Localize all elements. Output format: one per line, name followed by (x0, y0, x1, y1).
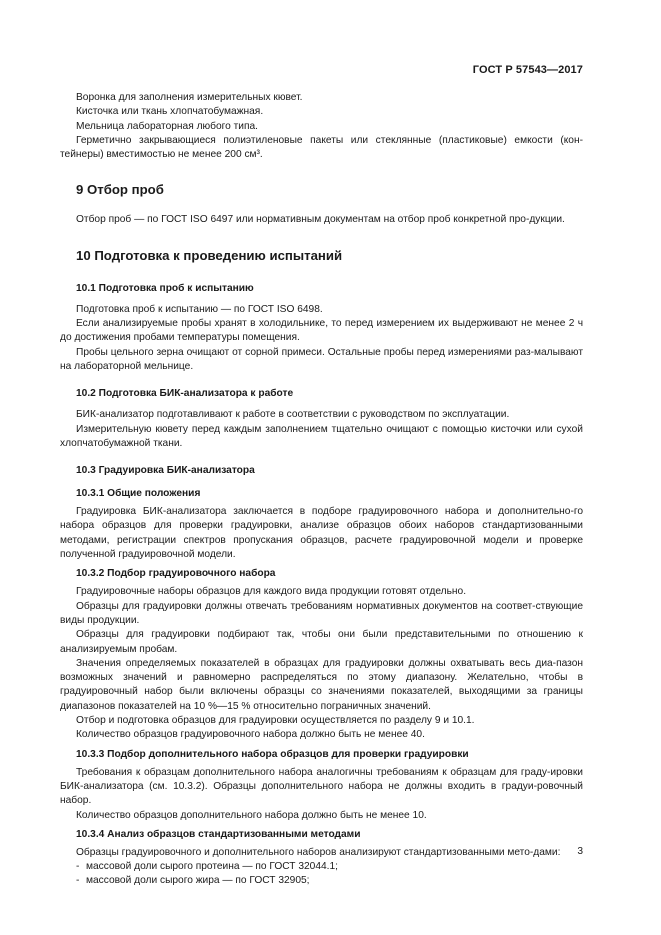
section-10-3-2-heading: 10.3.2 Подбор градуировочного набора (76, 568, 276, 580)
section-10-2-p2: Измерительную кювету перед каждым заполнением тщательно очищают с помощью кисточки или сухой хлопчатобумажной ткани. (60, 423, 583, 449)
equipment-item-mill: Мельница лабораторная любого типа. (76, 120, 259, 132)
document-id-header: ГОСТ Р 57543—2017 (472, 64, 583, 76)
section-10-3-2-p6: Количество образцов градуировочного набора должно быть не менее 40. (76, 729, 425, 741)
section-10-1-p3: Пробы цельного зерна очищают от сорной примеси. Остальные пробы перед измерениями раз-малывают на лабораторной мельнице. (60, 346, 583, 372)
section-10-3-2-p4: Значения определяемых показателей в образцах для градуировки должны охватывать весь диа-пазон возможных значений и равномерно распределяться по этому диапазону. Желательно, чтобы в градуировочный набор были включены образцы со значениями показателей, выходящими за границы диапазонов показателей на 10 %—15 % относительно пограничных значений. (60, 657, 583, 712)
section-10-3-3-p1: Требования к образцам дополнительного набора аналогичны требованиям к образцам для граду-ировки БИК-анализатора (см. 10.3.2). Образцы дополнительного набора не должны входить в градуи-ровочный набор. (60, 766, 583, 807)
section-10-1-p1: Подготовка проб к испытанию — по ГОСТ ISO 6498. (76, 303, 323, 315)
section-10-3-1-p1: Градуировка БИК-анализатора заключается в подборе градуировочного набора и дополнительно-го набора образцов для проверки градуировки, анализе образцов обоих наборов стандартизованными методами, регистрации спектров пропускания образцов, расчете градуировочной модели и проверке полученной градуировочной модели. (60, 506, 583, 561)
section-10-3-2-p5: Отбор и подготовка образцов для градуировки осуществляется по разделу 9 и 10.1. (76, 715, 475, 727)
page-number: 3 (577, 846, 583, 857)
section-9-text: Отбор проб — по ГОСТ ISO 6497 или нормативным документам на отбор проб конкретной про-дукции. (76, 214, 565, 226)
list-item: - массовой доли сырого протеина — по ГОСТ 32044.1; (76, 861, 338, 873)
section-10-3-heading: 10.3 Градуировка БИК-анализатора (76, 465, 255, 477)
page-content (60, 91, 583, 889)
section-9-heading: 9 Отбор проб (76, 182, 164, 198)
section-10-3-3-heading: 10.3.3 Подбор дополнительного набора образцов для проверки градуировки (76, 748, 469, 760)
section-10-2-p1: БИК-анализатор подготавливают к работе в соответствии с руководством по эксплуатации. (76, 409, 510, 421)
section-10-3-2-p3: Образцы для градуировки подбирают так, чтобы они были представительными по отношению к анализируемым пробам. (60, 629, 583, 655)
equipment-item-brush: Кисточка или ткань хлопчатобумажная. (76, 106, 264, 118)
section-10-2-heading: 10.2 Подготовка БИК-анализатора к работе (76, 388, 294, 400)
section-10-1-heading: 10.1 Подготовка проб к испытанию (76, 282, 254, 294)
methods-list (60, 860, 583, 889)
section-10-3-2-p1: Градуировочные наборы образцов для каждого вида продукции готовят отдельно. (76, 586, 467, 598)
equipment-item-funnel: Воронка для заполнения измерительных кювет. (76, 92, 303, 103)
list-item-text: массовой доли сырого протеина — по ГОСТ 32044.1; (86, 861, 338, 873)
section-10-3-4-p1: Образцы градуировочного и дополнительного наборов анализируют стандартизованными мето-дами: (76, 846, 561, 858)
section-10-3-1-heading: 10.3.1 Общие положения (76, 488, 201, 500)
section-10-3-2-p2: Образцы для градуировки должны отвечать требованиям нормативных документов на соответ-ствующие виды продукции. (60, 600, 583, 626)
section-10-3-3-p2: Количество образцов дополнительного набора должно быть не менее 10. (76, 809, 427, 821)
section-10-1-p2: Если анализируемые пробы хранят в холодильнике, то перед измерением их выдерживают не менее 2 ч до достижения пробами температуры помещения. (60, 318, 583, 344)
list-item: - массовой доли сырого жира — по ГОСТ 32905; (76, 875, 310, 887)
list-item-text: массовой доли сырого жира — по ГОСТ 32905; (86, 875, 310, 887)
equipment-item-containers: Герметично закрывающиеся полиэтиленовые пакеты или стеклянные (пластиковые) емкости (кон-тейнеры) вместимостью не менее 200 см³. (60, 134, 583, 161)
section-10-3-4-heading: 10.3.4 Анализ образцов стандартизованными методами (76, 828, 361, 840)
section-10-heading: 10 Подготовка к проведению испытаний (76, 247, 343, 263)
